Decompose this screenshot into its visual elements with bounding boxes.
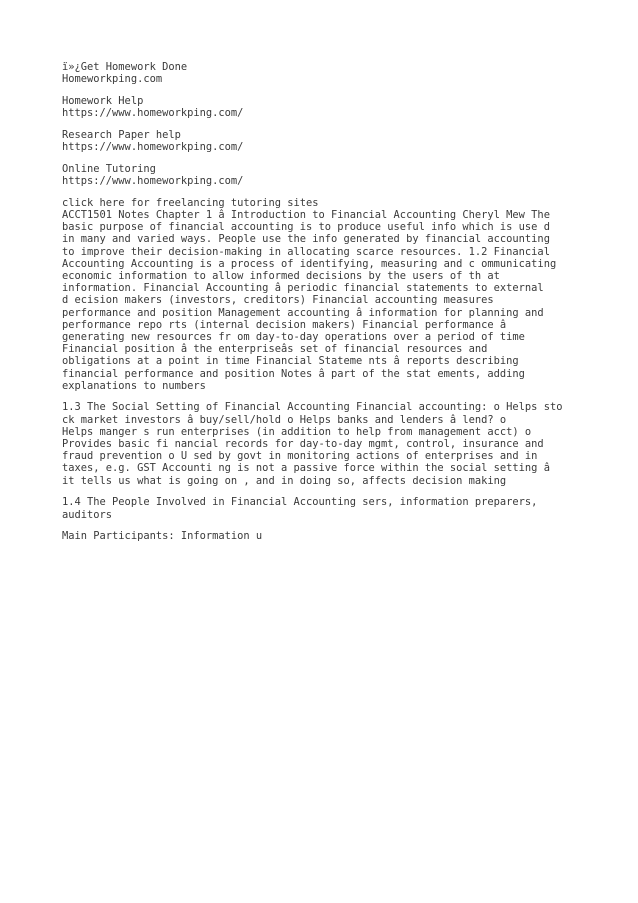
paragraph-line: Provides basic fi nancial records for day-to-day mgmt, control, insurance and <box>62 438 544 451</box>
paragraph-line: Accounting Accounting is a process of identifying, measuring and c ommunicating <box>62 257 557 270</box>
paragraph-line: fraud prevention o U sed by govt in monitoring actions of enterprises and in <box>62 450 538 463</box>
header-title: ï»¿Get Homework Done <box>62 61 188 73</box>
research-help-url: https://www.homeworkping.com/ <box>62 141 244 154</box>
homework-help-url: https://www.homeworkping.com/ <box>62 107 244 120</box>
paragraph-line: information. Financial Accounting â periodic financial statements to external <box>62 282 544 295</box>
research-help-block <box>62 129 582 153</box>
paragraph-social-setting <box>62 401 582 486</box>
paragraph-line: obligations at a point in time Financial Stateme nts â reports describing <box>62 355 519 368</box>
homework-help-block <box>62 95 582 119</box>
paragraph-line: financial performance and position Notes â part of the stat ements, adding <box>62 367 525 380</box>
paragraph-line: Main Participants: Information u <box>62 530 263 543</box>
paragraph-line: performance and position Management accounting â information for planning and <box>62 306 544 319</box>
paragraph-line: d ecision makers (investors, creditors) Financial accounting measures <box>62 294 494 307</box>
homework-help-title: Homework Help <box>62 94 144 107</box>
document-body <box>62 61 582 552</box>
paragraph-line: Financial position â the enterpriseâs set of financial resources and <box>62 343 488 356</box>
paragraph-line: it tells us what is going on , and in doing so, affects decision making <box>62 474 507 487</box>
paragraph-line: performance repo rts (internal decision makers) Financial performance â <box>62 318 507 331</box>
paragraph-line: ck market investors â buy/sell/hold o Helps banks and lenders â lend? o <box>62 413 507 426</box>
research-help-title: Research Paper help <box>62 128 181 141</box>
paragraph-line: Helps manger s run enterprises (in addition to help from management acct) o <box>62 425 532 438</box>
online-tutoring-block <box>62 163 582 187</box>
paragraph-line: taxes, e.g. GST Accounti ng is not a passive force within the social setting â <box>62 462 550 475</box>
paragraph-line: basic purpose of financial accounting is to produce useful info which is use d <box>62 221 550 234</box>
header-block <box>62 61 582 85</box>
paragraph-line: economic information to allow informed decisions by the users of th at <box>62 270 500 282</box>
paragraph-line: to improve their decision-making in allocating scarce resources. 1.2 Financial <box>62 245 550 258</box>
paragraph-line: 1.4 The People Involved in Financial Accounting sers, information preparers, <box>62 496 538 509</box>
online-tutoring-url: https://www.homeworkping.com/ <box>62 175 244 188</box>
paragraph-line: auditors <box>62 508 113 521</box>
paragraph-line: click here for freelancing tutoring sites <box>62 196 319 209</box>
paragraph-main-participants <box>62 530 582 542</box>
paragraph-line: 1.3 The Social Setting of Financial Accounting Financial accounting: o Helps sto <box>62 401 563 414</box>
paragraph-line: explanations to numbers <box>62 379 206 392</box>
paragraph-line: generating new resources fr om day-to-day operations over a period of time <box>62 330 525 343</box>
paragraph-line: ACCT1501 Notes Chapter 1 â Introduction to Financial Accounting Cheryl Mew The <box>62 209 550 222</box>
paragraph-people-involved <box>62 496 582 520</box>
paragraph-intro <box>62 197 582 392</box>
header-site: Homeworkping.com <box>62 73 163 86</box>
paragraph-line: in many and varied ways. People use the info generated by financial accounting <box>62 233 550 246</box>
online-tutoring-title: Online Tutoring <box>62 162 156 175</box>
